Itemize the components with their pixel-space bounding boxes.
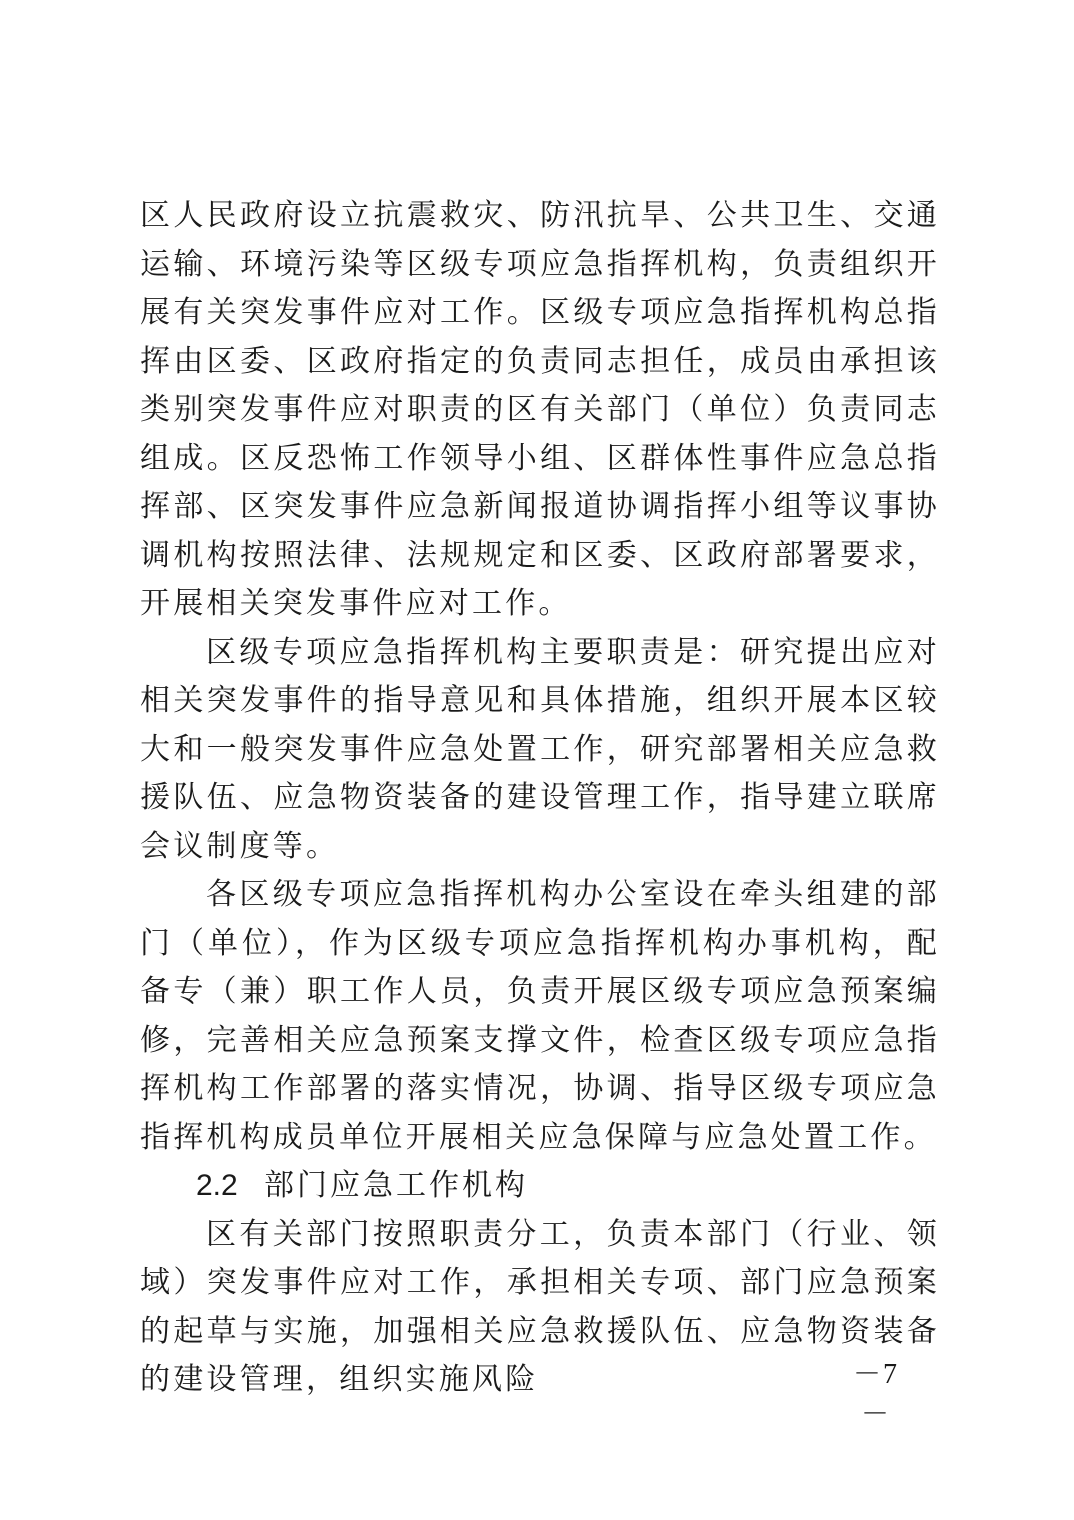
page-number: －7－: [852, 1359, 899, 1430]
section-title: 部门应急工作机构: [264, 1168, 528, 1203]
paragraph-3: 各区级专项应急指挥机构办公室设在牵头组建的部门（单位），作为区级专项应急指挥机构办事机构，配备专（兼）职工作人员，负责开展区级专项应急预案编修，完善相关应急预案支撑文件，检查区级专项应急指挥机构工作部署的落实情况，协调、指导区级专项应急指挥机构成员单位开展相关应急保障与应急处置工作。: [140, 877, 940, 1155]
document-body: [140, 192, 940, 1405]
paragraph-2: 区级专项应急指挥机构主要职责是：研究提出应对相关突发事件的指导意见和具体措施，组织开展本区较大和一般突发事件应急处置工作，研究部署相关应急救援队伍、应急物资装备的建设管理工作，指导建立联席会议制度等。: [140, 634, 940, 864]
section-number: 2.2: [196, 1169, 238, 1202]
paragraph-1: 区人民政府设立抗震救灾、防汛抗旱、公共卫生、交通运输、环境污染等区级专项应急指挥机构，负责组织开展有关突发事件应对工作。区级专项应急指挥机构总指挥由区委、区政府指定的负责同志担任，成员由承担该类别突发事件应对职责的区有关部门（单位）负责同志组成。区反恐怖工作领导小组、区群体性事件应急总指挥部、区突发事件应急新闻报道协调指挥小组等议事协调机构按照法律、法规规定和区委、区政府部署要求，开展相关突发事件应对工作。: [140, 198, 940, 621]
section-heading: [140, 1162, 940, 1211]
paragraph-4: 区有关部门按照职责分工，负责本部门（行业、领域）突发事件应对工作，承担相关专项、部门应急预案的起草与实施，加强相关应急救援队伍、应急物资装备的建设管理，组织实施风险: [140, 1216, 940, 1397]
